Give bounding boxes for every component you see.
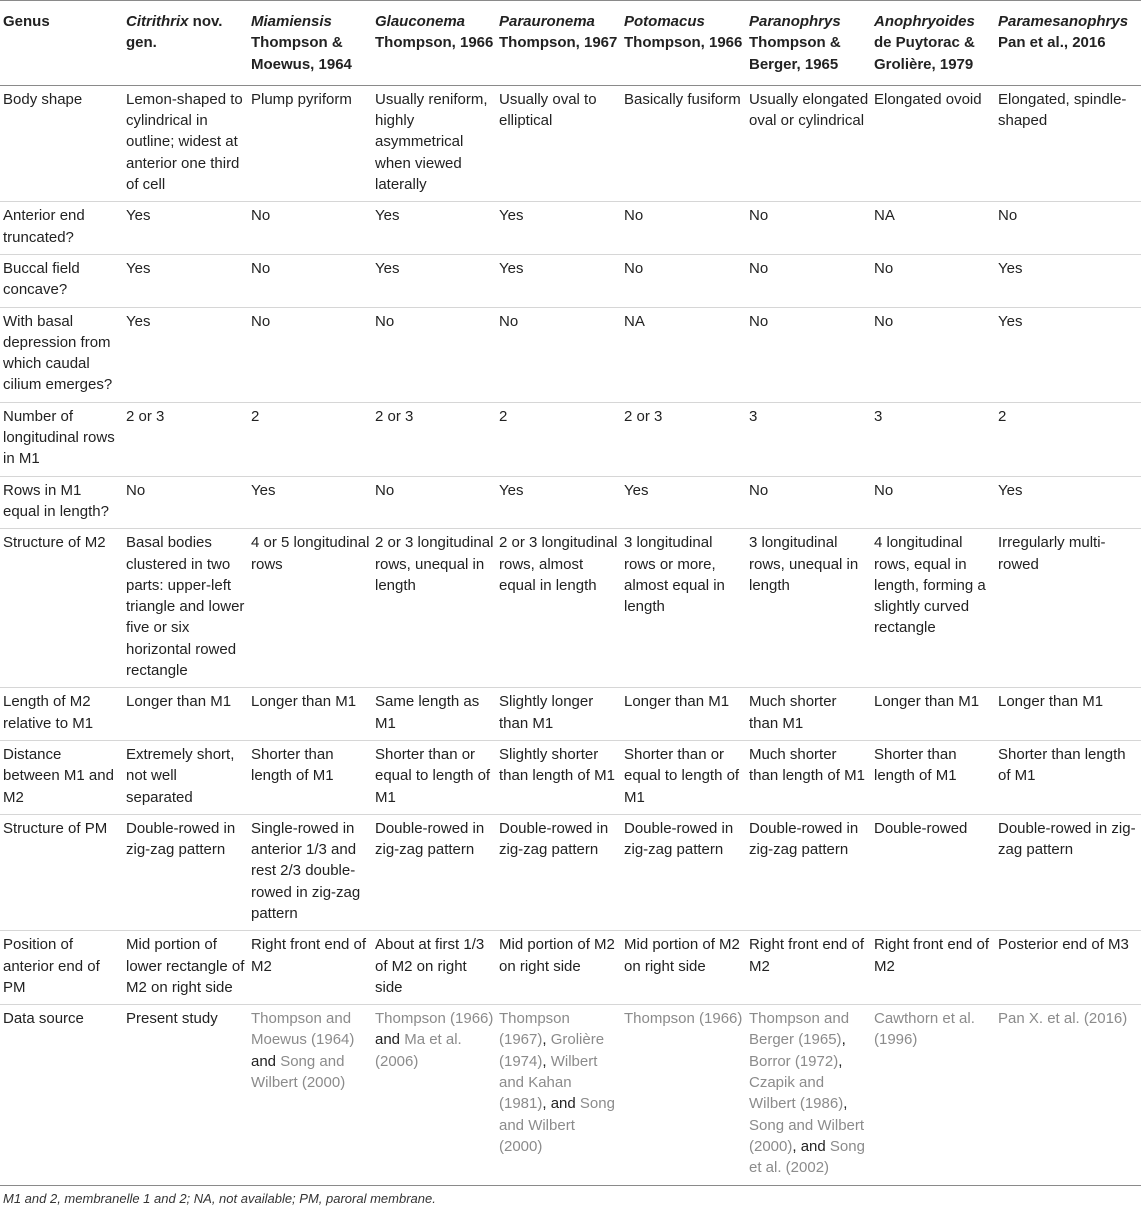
row-label: Number of longitudinal rows in M1	[0, 402, 123, 476]
table-cell: Double-rowed in zig-zag pattern	[746, 814, 871, 930]
table-cell: Yes	[995, 476, 1141, 529]
table-cell: Much shorter than length of M1	[746, 740, 871, 814]
table-cell: Basically fusiform	[621, 85, 746, 201]
table-cell: Slightly longer than M1	[496, 688, 621, 741]
source-text: ,	[843, 1095, 848, 1113]
table-cell: No	[871, 307, 995, 402]
source-text: ,	[841, 1031, 846, 1049]
table-row-data-source	[0, 1005, 1141, 1185]
table-cell: Yes	[372, 202, 496, 255]
table-cell: No	[248, 202, 372, 255]
table-cell: Double-rowed in zig-zag pattern	[496, 814, 621, 930]
header-genus-7	[871, 1, 995, 86]
table-cell: Single-rowed in anterior 1/3 and rest 2/3 double-rowed in zig-zag pattern	[248, 814, 372, 930]
header-genus-6	[746, 1, 871, 86]
table-cell: Yes	[995, 254, 1141, 307]
table-cell: Shorter than or equal to length of M1	[372, 740, 496, 814]
table-cell: 3	[871, 402, 995, 476]
table-cell: Double-rowed	[871, 814, 995, 930]
source-cell	[871, 1005, 995, 1185]
table-cell: Yes	[123, 202, 248, 255]
source-cell	[995, 1005, 1141, 1185]
genus-name: Genus	[3, 13, 50, 30]
table-cell: Plump pyriform	[248, 85, 372, 201]
row-label: Data source	[0, 1005, 123, 1185]
table-cell: Shorter than length of M1	[248, 740, 372, 814]
table-cell: Elongated ovoid	[871, 85, 995, 201]
table-cell: Lemon-shaped to cylindrical in outline; widest at anterior one third of cell	[123, 85, 248, 201]
table-cell: 4 or 5 longitudinal rows	[248, 529, 372, 688]
header-genus-5	[621, 1, 746, 86]
table-cell: No	[248, 254, 372, 307]
table-cell: Longer than M1	[995, 688, 1141, 741]
table-cell: Basal bodies clustered in two parts: upper-left triangle and lower five or six horizontal rowed rectangle	[123, 529, 248, 688]
header-genus-3	[372, 1, 496, 86]
reference-link[interactable]: Wilbert and Kahan (1981)	[499, 1052, 598, 1113]
table-cell: Extremely short, not well separated	[123, 740, 248, 814]
source-text: Present study	[126, 1010, 218, 1028]
reference-link[interactable]: Ma et al. (2006)	[375, 1031, 462, 1070]
genus-name: Parauronema	[499, 13, 595, 30]
table-cell: Usually reniform, highly asymmetrical when viewed laterally	[372, 85, 496, 201]
source-cell	[123, 1005, 248, 1185]
header-genus-8	[995, 1, 1141, 86]
table-cell: Same length as M1	[372, 688, 496, 741]
table-cell: Shorter than length of M1	[871, 740, 995, 814]
table-cell: Yes	[123, 254, 248, 307]
table-row	[0, 402, 1141, 476]
table-cell: NA	[871, 202, 995, 255]
genus-name: Potomacus	[624, 13, 705, 30]
table-body	[0, 85, 1141, 1185]
table-cell: Double-rowed in zig-zag pattern	[995, 814, 1141, 930]
header-genus-1	[123, 1, 248, 86]
table-cell: 2 or 3	[123, 402, 248, 476]
table-cell: Double-rowed in zig-zag pattern	[372, 814, 496, 930]
table-cell: Irregularly multi-rowed	[995, 529, 1141, 688]
row-label: Rows in M1 equal in length?	[0, 476, 123, 529]
table-cell: No	[746, 254, 871, 307]
table-row	[0, 740, 1141, 814]
table-row	[0, 476, 1141, 529]
header-genus-label	[0, 1, 123, 86]
genus-authority: Thompson, 1966	[375, 34, 494, 52]
source-text: and	[375, 1031, 405, 1049]
table-cell: 3 longitudinal rows or more, almost equal in length	[621, 529, 746, 688]
table-row	[0, 85, 1141, 201]
table-cell: 3 longitudinal rows, unequal in length	[746, 529, 871, 688]
table-cell: No	[123, 476, 248, 529]
table-cell: Yes	[621, 476, 746, 529]
table-cell: Longer than M1	[248, 688, 372, 741]
source-cell	[621, 1005, 746, 1185]
reference-link[interactable]: Cawthorn et al. (1996)	[874, 1010, 975, 1049]
genus-name: Citrithrix	[126, 13, 189, 30]
table-cell: Right front end of M2	[746, 931, 871, 1005]
source-cell	[496, 1005, 621, 1185]
table-cell: 2	[496, 402, 621, 476]
table-cell: Mid portion of M2 on right side	[621, 931, 746, 1005]
table-row	[0, 529, 1141, 688]
reference-link[interactable]: Thompson (1966)	[375, 1010, 494, 1028]
table-cell: Yes	[496, 254, 621, 307]
table-row	[0, 814, 1141, 930]
table-cell: Yes	[496, 476, 621, 529]
reference-link[interactable]: Grolière (1974)	[499, 1031, 605, 1070]
table-cell: Longer than M1	[871, 688, 995, 741]
reference-link[interactable]: Song et al. (2002)	[749, 1137, 865, 1177]
reference-link[interactable]: Song and Wilbert (2000)	[251, 1052, 346, 1092]
genus-name: Paranophrys	[749, 13, 841, 30]
row-label: With basal depression from which caudal cilium emerges?	[0, 307, 123, 402]
reference-link[interactable]: Czapik and Wilbert (1986)	[749, 1074, 844, 1113]
reference-link[interactable]: Thompson (1967)	[499, 1010, 570, 1049]
header-row	[0, 1, 1141, 86]
source-text: , and	[542, 1095, 580, 1113]
table-cell: No	[621, 254, 746, 307]
table-row	[0, 254, 1141, 307]
table-cell: No	[871, 476, 995, 529]
table-cell: Yes	[123, 307, 248, 402]
reference-link[interactable]: Song and Wilbert (2000)	[749, 1116, 865, 1155]
table-cell: Elongated, spindle-shaped	[995, 85, 1141, 201]
row-label: Position of anterior end of PM	[0, 931, 123, 1005]
table-cell: Much shorter than M1	[746, 688, 871, 741]
table-cell: No	[746, 476, 871, 529]
table-cell: Usually oval to elliptical	[496, 85, 621, 201]
reference-link[interactable]: Pan X. et al. (2016)	[998, 1010, 1128, 1028]
table-cell: Usually elongated oval or cylindrical	[746, 85, 871, 201]
genus-authority: Thompson, 1966	[624, 34, 743, 52]
table-cell: Double-rowed in zig-zag pattern	[621, 814, 746, 930]
genus-authority: Thompson, 1967	[499, 34, 618, 52]
table-cell: 2 or 3	[621, 402, 746, 476]
row-label: Body shape	[0, 85, 123, 201]
table-cell: Mid portion of M2 on right side	[496, 931, 621, 1005]
header-genus-4	[496, 1, 621, 86]
source-cell	[372, 1005, 496, 1185]
row-label: Buccal field concave?	[0, 254, 123, 307]
table-cell: Double-rowed in zig-zag pattern	[123, 814, 248, 930]
genus-name: Glauconema	[375, 13, 466, 30]
table-cell: 2 or 3 longitudinal rows, almost equal in length	[496, 529, 621, 688]
source-text: and	[251, 1052, 281, 1070]
table-header	[0, 1, 1141, 86]
row-label: Structure of M2	[0, 529, 123, 688]
source-text: , and	[792, 1137, 830, 1155]
row-label: Distance between M1 and M2	[0, 740, 123, 814]
table-cell: No	[746, 202, 871, 255]
table-cell: 2	[248, 402, 372, 476]
table-cell: No	[372, 307, 496, 402]
genus-authority: de Puytorac & Grolière, 1979	[874, 34, 975, 73]
row-label: Structure of PM	[0, 814, 123, 930]
genus-authority: Thompson & Berger, 1965	[749, 34, 841, 73]
source-text: ,	[542, 1031, 551, 1049]
table-cell: Yes	[496, 202, 621, 255]
genus-name: Paramesanophrys	[998, 13, 1129, 30]
genus-authority: Thompson & Moewus, 1964	[251, 34, 352, 73]
table-cell: No	[871, 254, 995, 307]
table-cell: No	[496, 307, 621, 402]
table-row	[0, 202, 1141, 255]
table-cell: Yes	[248, 476, 372, 529]
table-row	[0, 931, 1141, 1005]
genus-name: Anophryoides	[874, 13, 975, 30]
reference-link[interactable]: Thompson and Moewus (1964)	[251, 1010, 355, 1049]
table-cell: 2	[995, 402, 1141, 476]
table-cell: No	[746, 307, 871, 402]
source-cell	[248, 1005, 372, 1185]
table-cell: NA	[621, 307, 746, 402]
table-cell: Longer than M1	[621, 688, 746, 741]
source-text: ,	[838, 1052, 843, 1070]
table-cell: Yes	[995, 307, 1141, 402]
table-cell: Posterior end of M3	[995, 931, 1141, 1005]
table-cell: No	[621, 202, 746, 255]
reference-link[interactable]: Song and Wilbert (2000)	[499, 1095, 615, 1155]
source-cell	[746, 1005, 871, 1185]
genus-authority: Pan et al., 2016	[998, 34, 1106, 52]
table-cell: About at first 1/3 of M2 on right side	[372, 931, 496, 1005]
table-cell: Right front end of M2	[871, 931, 995, 1005]
table-cell: Right front end of M2	[248, 931, 372, 1005]
table-cell: No	[372, 476, 496, 529]
table-footnote: M1 and 2, membranelle 1 and 2; NA, not available; PM, paroral membrane.	[3, 1191, 436, 1206]
table-cell: 4 longitudinal rows, equal in length, forming a slightly curved rectangle	[871, 529, 995, 688]
table-row	[0, 688, 1141, 741]
table-cell: No	[995, 202, 1141, 255]
reference-link[interactable]: Thompson and Berger (1965)	[749, 1010, 850, 1049]
genus-authority: nov. gen.	[126, 13, 223, 52]
table-cell: 3	[746, 402, 871, 476]
row-label: Length of M2 relative to M1	[0, 688, 123, 741]
header-genus-2	[248, 1, 372, 86]
table-cell: Slightly shorter than length of M1	[496, 740, 621, 814]
table-row	[0, 307, 1141, 402]
genus-name: Miamiensis	[251, 13, 332, 30]
table-cell: Yes	[372, 254, 496, 307]
table-cell: No	[248, 307, 372, 402]
table-cell: Shorter than or equal to length of M1	[621, 740, 746, 814]
table-cell: Longer than M1	[123, 688, 248, 741]
source-text: ,	[542, 1052, 551, 1070]
table-cell: 2 or 3	[372, 402, 496, 476]
reference-link[interactable]: Thompson (1966)	[624, 1010, 743, 1028]
table-cell: 2 or 3 longitudinal rows, unequal in length	[372, 529, 496, 688]
reference-link[interactable]: Borror (1972)	[749, 1052, 839, 1070]
table-cell: Shorter than length of M1	[995, 740, 1141, 814]
table-cell: Mid portion of lower rectangle of M2 on right side	[123, 931, 248, 1005]
row-label: Anterior end truncated?	[0, 202, 123, 255]
